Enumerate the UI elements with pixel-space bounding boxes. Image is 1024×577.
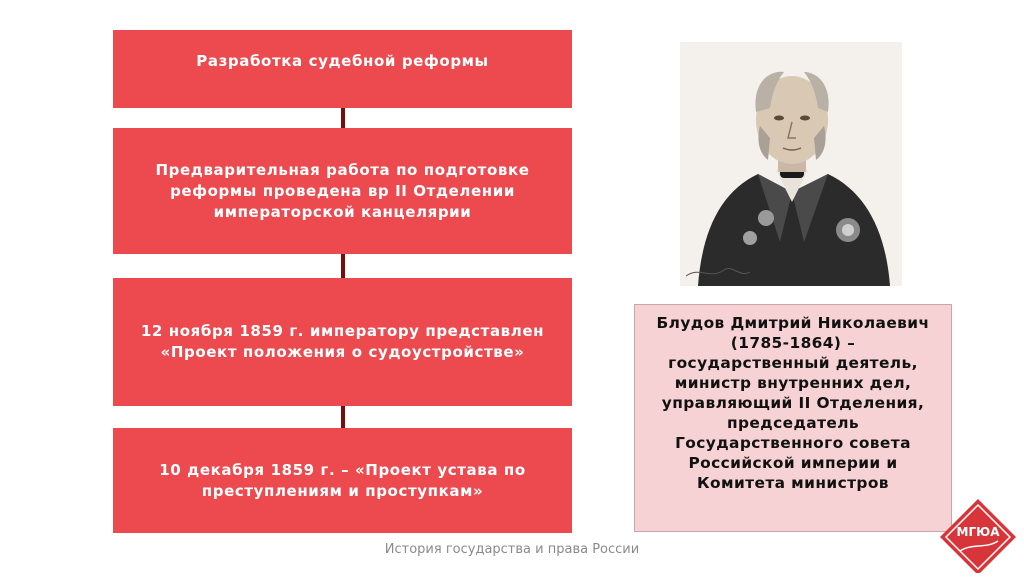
connector-line — [341, 108, 345, 128]
logo-text: МГЮА — [956, 525, 1000, 539]
timeline-step-4: 10 декабря 1859 г. – «Проект устава по преступлениям и проступкам» — [113, 428, 572, 533]
portrait-image — [680, 42, 902, 286]
portrait-drawing — [680, 42, 902, 286]
university-logo — [936, 495, 1020, 573]
timeline-step-3: 12 ноября 1859 г. императору представлен «Проект положения о судоустройстве» — [113, 278, 572, 406]
biography-caption: Блудов Дмитрий Николаевич (1785-1864) – государственный деятель, министр внутренних дел, управляющий II Отделения, председатель Государственного совета Российской империи и Комитета министров — [634, 304, 952, 532]
connector-line — [341, 406, 345, 428]
connector-line — [341, 254, 345, 278]
timeline-step-2: Предварительная работа по подготовке реформы проведена вр II Отделении императорской канцелярии — [113, 128, 572, 254]
footer-title: История государства и права России — [384, 542, 640, 557]
timeline-step-1: Разработка судебной реформы — [113, 30, 572, 108]
